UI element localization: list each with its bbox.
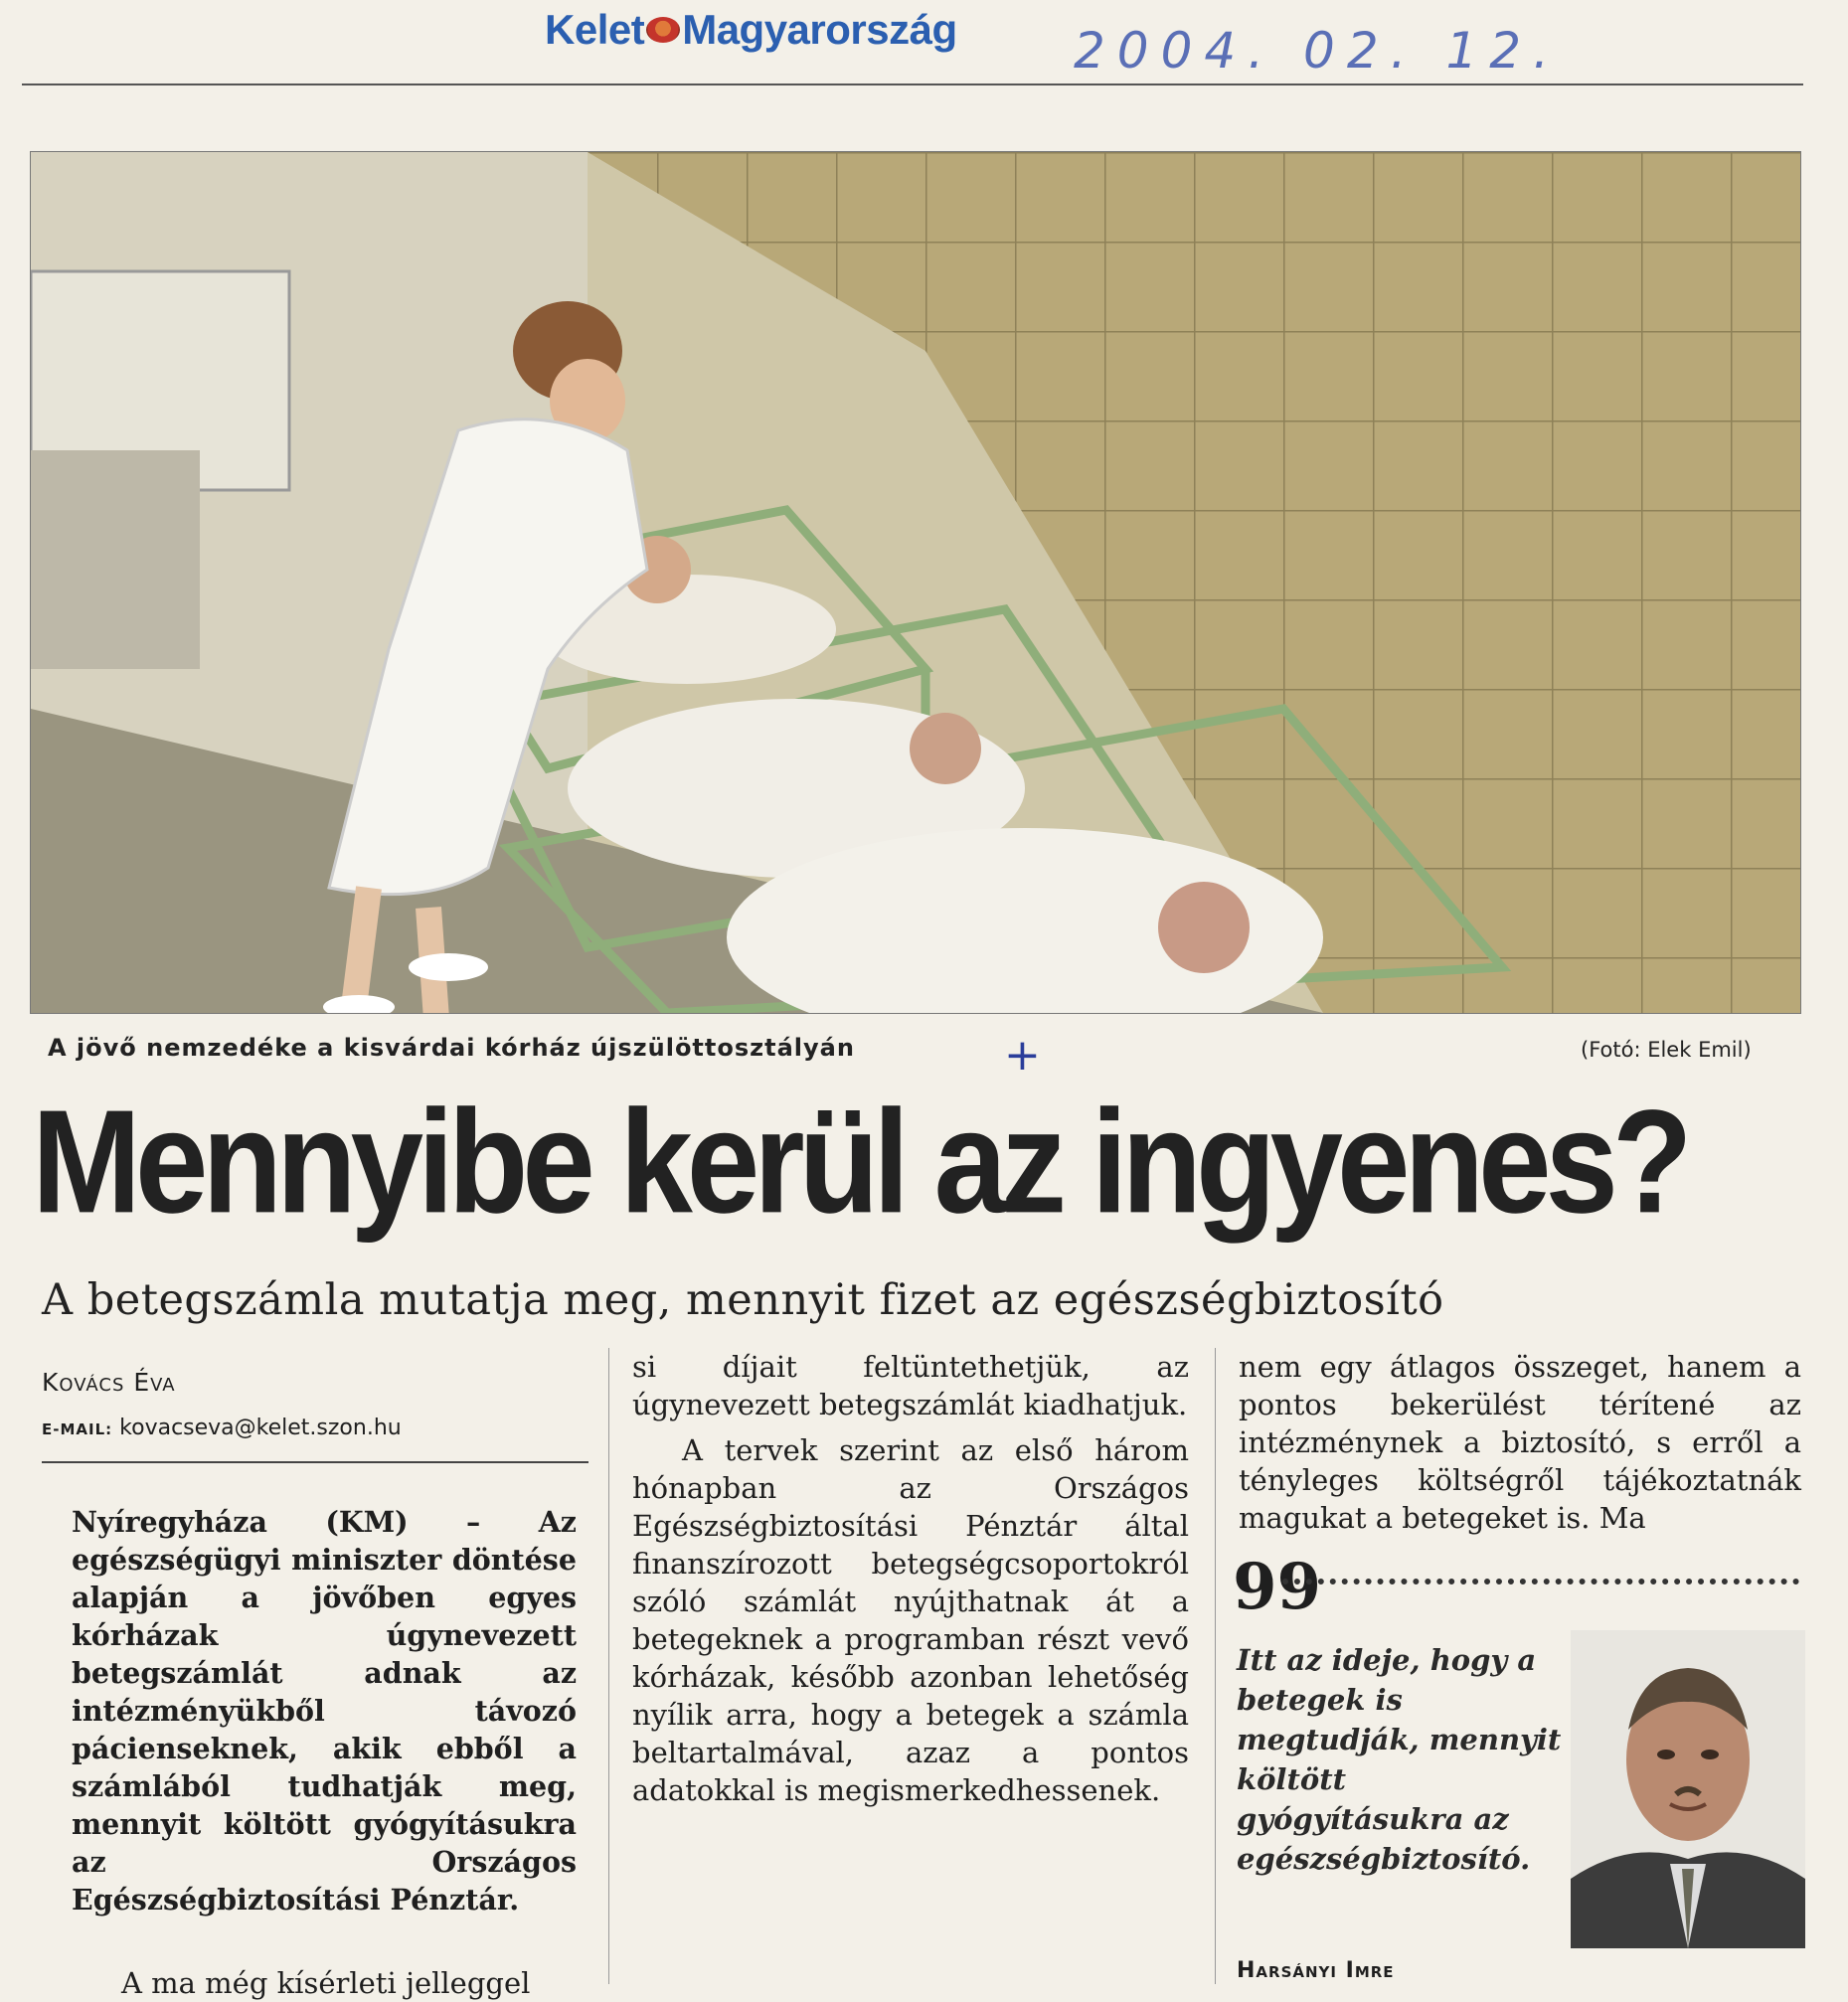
byline-divider	[42, 1461, 588, 1463]
handwritten-date: 2004. 02. 12.	[1074, 22, 1561, 80]
column-3-paragraph-1: nem egy átlagos összeget, hanem a pontos bekerülést térítené az intézménynek a biztosító, s erről a tényleges költségről tájékoztatnák magukat a betegeket is. Ma	[1239, 1350, 1801, 1535]
column-1-tail: A ma még kísérleti jelleggel	[121, 1966, 531, 2000]
handwritten-mark: +	[1004, 1030, 1041, 1081]
nursery-illustration	[31, 152, 1800, 1013]
column-2-paragraph-1: si díjait feltüntethetjük, az úgynevezett betegszámlát kiadhatjuk.	[632, 1350, 1189, 1421]
quote-author: Harsányi Imre	[1237, 1958, 1395, 1983]
column-2-paragraph-2: A tervek szerint az első három hónapban az Országos Egészségbiztosítási Pénztár által finanszírozott betegségcsoportokról szóló számlát nyújthatnak át a betegeknek a programban részt vevő kórházak, később azonban lehetőség nyílik arra, hogy a betegek a számla beltartalmával, azaz a pontos adatokkal is megismerkedhessenek.	[632, 1433, 1189, 1807]
quote-dotted-rule	[1282, 1579, 1799, 1585]
lead-paragraph: Nyíregyháza (KM) – Az egészségügyi miniszter döntése alapján a jövőben egyes kórházak úgynevezett betegszámlát adnak az intézményükből távozó pácienseknek, akik ebből a számlából tudhatják meg, mennyit költött gyógyításukra az Országos Egészségbiztosítási Pénztár.	[72, 1505, 577, 1917]
author-portrait	[1571, 1630, 1805, 1948]
column-divider	[1215, 1348, 1216, 1984]
author-name: Kovács Éva	[42, 1368, 176, 1397]
column-1-continuation	[72, 1964, 577, 2002]
masthead-logo	[545, 6, 957, 54]
pull-quote: Itt az ideje, hogy a betegek is megtudják, mennyit költött gyógyításukra az egészségbiztosító.	[1237, 1643, 1562, 1876]
email-address: kovacseva@kelet.szon.hu	[119, 1416, 402, 1440]
photo-caption: A jövő nemzedéke a kisvárdai kórház újszülöttosztályán	[48, 1034, 855, 1062]
column-2	[632, 1348, 1189, 1809]
masthead-rule	[22, 83, 1803, 85]
email-label: E-MAIL:	[42, 1420, 113, 1438]
author-email	[42, 1416, 402, 1440]
photo-credit: (Fotó: Elek Emil)	[1581, 1038, 1752, 1062]
column-divider	[608, 1348, 609, 1984]
portrait-illustration	[1571, 1630, 1805, 1948]
column-3	[1239, 1348, 1801, 1537]
masthead-right: Magyarország	[682, 6, 957, 53]
article-lead	[72, 1503, 577, 1919]
coat-of-arms-icon	[646, 17, 680, 43]
nursery-photo	[30, 151, 1801, 1014]
headline: Mennyibe kerül az ingyenes?	[32, 1080, 1687, 1244]
masthead-left: Kelet	[545, 6, 645, 53]
subheadline: A betegszámla mutatja meg, mennyit fizet az egészségbiztosító	[42, 1275, 1444, 1325]
quote-mark-icon: 99	[1233, 1550, 1322, 1624]
